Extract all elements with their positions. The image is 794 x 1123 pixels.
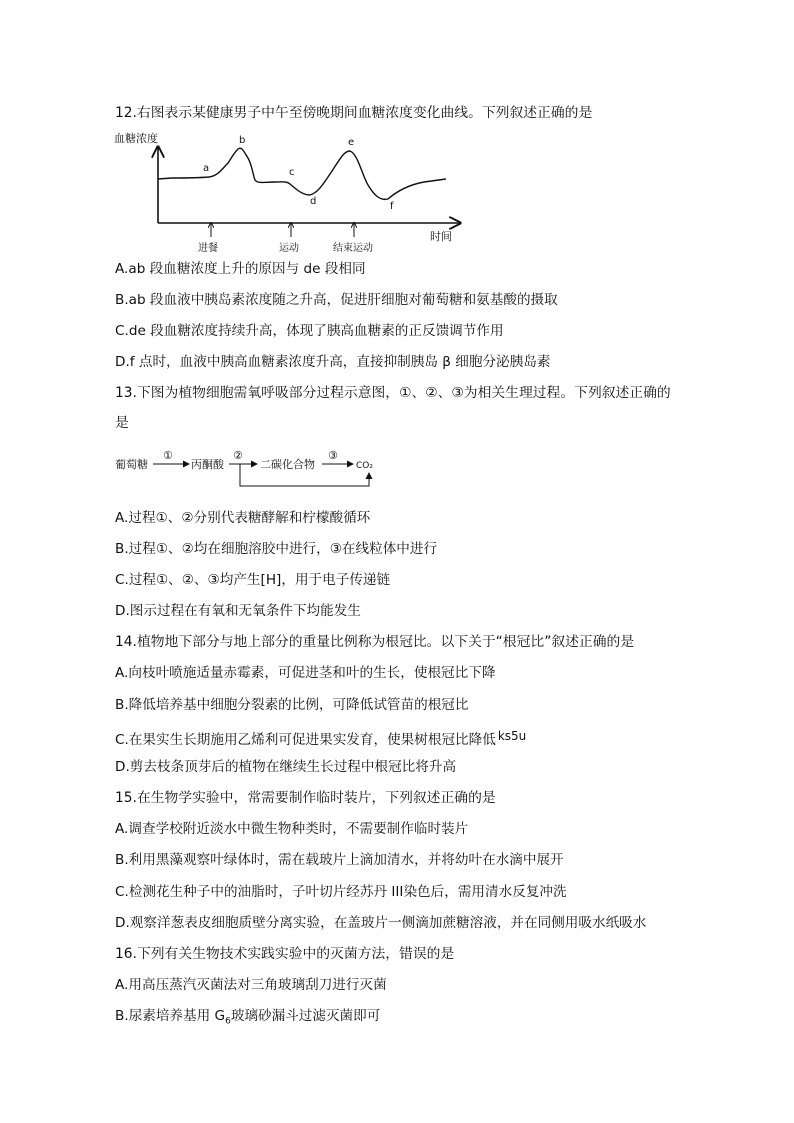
exercise-label: 运动 — [279, 243, 299, 254]
blood-sugar-chart — [112, 127, 472, 257]
q12-stem: 12.右图表示某健康男子中午至傍晚期间血糖浓度变化曲线。下列叙述正确的是 — [115, 105, 593, 121]
q15-option-c: C.检测花生种子中的油脂时，子叶切片经苏丹 III染色后，需用清水反复冲洗 — [115, 884, 567, 900]
q12-option-a: A.ab 段血糖浓度上升的原因与 de 段相同 — [115, 261, 366, 277]
q14-option-c — [115, 726, 526, 750]
q13-option-d: D.图示过程在有氧和无氧条件下均能发生 — [115, 603, 361, 619]
point-a-label: a — [203, 163, 210, 174]
q15-option-a: A.调查学校附近淡水中微生物种类时，不需要制作临时装片 — [115, 821, 469, 837]
point-e-label: e — [348, 137, 355, 148]
q16-option-b-post: 玻璃砂漏斗过滤灭菌即可 — [230, 1008, 381, 1024]
y-axis-label: 血糖浓度 — [114, 132, 158, 145]
q13-option-b: B.过程①、②均在细胞溶胶中进行，③在线粒体中进行 — [115, 541, 438, 557]
pyruvate-label: 丙酮酸 — [191, 458, 224, 471]
q13-stem-line1: 13.下图为植物细胞需氧呼吸部分过程示意图，①、②、③为相关生理过程。下列叙述正确的 — [115, 385, 671, 401]
point-b-label: b — [239, 135, 246, 146]
q15-stem: 15.在生物学实验中，常需要制作临时装片，下列叙述正确的是 — [115, 790, 496, 806]
q15-option-d: D.观察洋葱表皮细胞质壁分离实验，在盖玻片一侧滴加蔗糖溶液，并在同侧用吸水纸吸水 — [115, 915, 647, 931]
process-3-label: ③ — [328, 449, 338, 462]
q14-option-c-text: C.在果实生长期施用乙烯利可促进果实发育，使果树根冠比降低 — [115, 732, 496, 748]
q16-option-b — [115, 1006, 380, 1032]
q16-option-a: A.用高压蒸汽灭菌法对三角玻璃刮刀进行灭菌 — [115, 977, 387, 993]
x-axis-label: 时间 — [430, 230, 452, 243]
q13-stem-line2: 是 — [115, 415, 129, 431]
q16-option-b-subscript: 6 — [225, 1016, 231, 1027]
point-c-label: c — [289, 167, 295, 178]
glucose-label: 葡萄糖 — [115, 458, 148, 471]
point-d-label: d — [310, 196, 317, 207]
co2-label: CO₂ — [356, 461, 373, 471]
blood-sugar-curve — [158, 148, 446, 199]
q14-option-b: B.降低培养基中细胞分裂素的比例，可降低试管苗的根冠比 — [115, 697, 469, 713]
q12-option-d: D.f 点时，血液中胰高血糖素浓度升高，直接抑制胰岛 β 细胞分泌胰岛素 — [115, 354, 551, 370]
q16-stem: 16.下列有关生物技术实践实验中的灭菌方法，错误的是 — [115, 946, 455, 962]
two-carbon-label: 二碳化合物 — [260, 458, 315, 471]
watermark-ks5u: ks5u — [497, 729, 527, 743]
q12-option-c: C.de 段血糖浓度持续升高，体现了胰高血糖素的正反馈调节作用 — [115, 323, 504, 339]
q13-option-a: A.过程①、②分别代表糖酵解和柠檬酸循环 — [115, 510, 371, 526]
meal-label: 进餐 — [198, 243, 218, 254]
q12-option-b: B.ab 段血液中胰岛素浓度随之升高，促进肝细胞对葡萄糖和氨基酸的摄取 — [115, 292, 558, 308]
q15-option-b: B.利用黑藻观察叶绿体时，需在载玻片上滴加清水，并将幼叶在水滴中展开 — [115, 852, 564, 868]
point-f-label: f — [390, 201, 394, 212]
q14-option-d: D.剪去枝条顶芽后的植物在继续生长过程中根冠比将升高 — [115, 759, 457, 775]
q16-option-b-pre: B.尿素培养基用 G — [115, 1008, 226, 1024]
q14-option-a: A.向枝叶喷施适量赤霉素，可促进茎和叶的生长，使根冠比下降 — [115, 665, 496, 681]
q13-option-c: C.过程①、②、③均产生[H]，用于电子传递链 — [115, 572, 391, 588]
process-1-label: ① — [163, 449, 173, 462]
end-exercise-label: 结束运动 — [333, 243, 373, 254]
q14-stem: 14.植物地下部分与地上部分的重量比例称为根冠比。以下关于“根冠比”叙述正确的是 — [115, 634, 635, 650]
respiration-diagram — [115, 446, 395, 496]
process-2-label: ② — [233, 449, 243, 462]
